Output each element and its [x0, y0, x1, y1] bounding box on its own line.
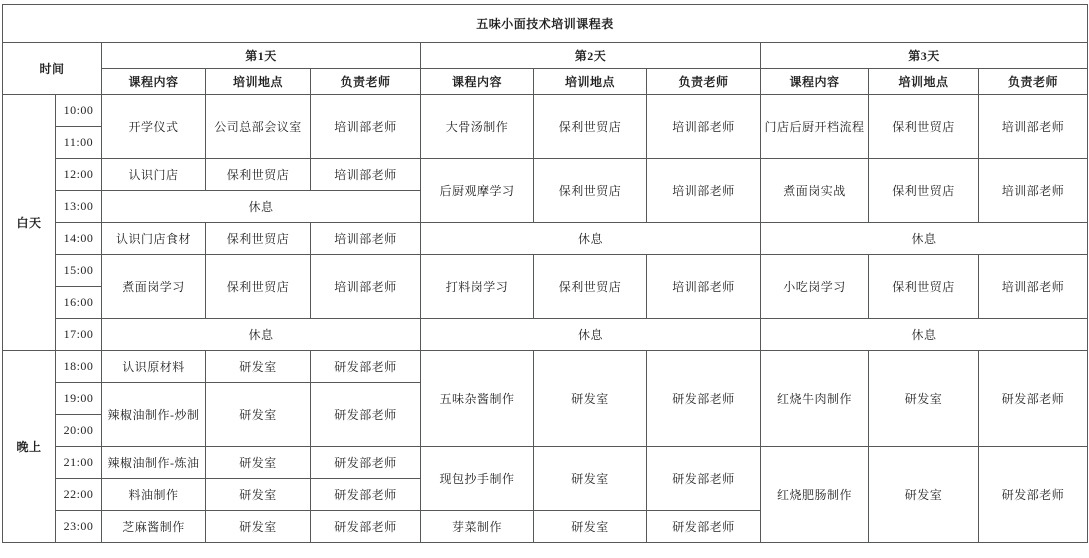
place-cell: 研发室 [206, 479, 311, 511]
time-cell: 18:00 [56, 351, 102, 383]
place-cell: 保利世贸店 [206, 159, 311, 191]
place-cell: 研发室 [534, 447, 647, 511]
section-label-night: 晚上 [3, 351, 56, 543]
teacher-cell: 培训部老师 [979, 95, 1088, 159]
course-cell: 红烧牛肉制作 [761, 351, 869, 447]
course-cell: 料油制作 [102, 479, 206, 511]
subcol-header-teacher: 负责老师 [647, 69, 761, 95]
place-cell: 保利世贸店 [534, 255, 647, 319]
place-cell: 研发室 [206, 447, 311, 479]
subcol-header-place: 培训地点 [534, 69, 647, 95]
section-label-day: 白天 [3, 95, 56, 351]
time-cell: 13:00 [56, 191, 102, 223]
place-cell: 保利世贸店 [206, 255, 311, 319]
subcol-header-place: 培训地点 [206, 69, 311, 95]
day-header-1: 第1天 [102, 43, 421, 69]
subcol-header-content: 课程内容 [761, 69, 869, 95]
rest-cell: 休息 [761, 223, 1088, 255]
teacher-cell: 培训部老师 [311, 255, 421, 319]
teacher-cell: 研发部老师 [311, 351, 421, 383]
course-cell: 芽菜制作 [421, 511, 534, 543]
table-title: 五味小面技术培训课程表 [3, 5, 1088, 43]
place-cell: 研发室 [534, 511, 647, 543]
teacher-cell: 研发部老师 [311, 511, 421, 543]
course-cell: 后厨观摩学习 [421, 159, 534, 223]
teacher-cell: 培训部老师 [647, 159, 761, 223]
course-cell: 辣椒油制作-炼油 [102, 447, 206, 479]
time-cell: 12:00 [56, 159, 102, 191]
place-cell: 公司总部会议室 [206, 95, 311, 159]
rest-cell: 休息 [761, 319, 1088, 351]
course-cell: 认识门店食材 [102, 223, 206, 255]
teacher-cell: 研发部老师 [979, 447, 1088, 543]
teacher-cell: 培训部老师 [311, 159, 421, 191]
teacher-cell: 培训部老师 [979, 159, 1088, 223]
course-cell: 红烧肥肠制作 [761, 447, 869, 543]
place-cell: 研发室 [206, 383, 311, 447]
place-cell: 研发室 [869, 447, 979, 543]
teacher-cell: 研发部老师 [311, 383, 421, 447]
time-cell: 15:00 [56, 255, 102, 287]
course-cell: 现包抄手制作 [421, 447, 534, 511]
rest-cell: 休息 [102, 191, 421, 223]
place-cell: 研发室 [206, 511, 311, 543]
course-cell: 芝麻酱制作 [102, 511, 206, 543]
teacher-cell: 培训部老师 [311, 223, 421, 255]
place-cell: 保利世贸店 [869, 159, 979, 223]
day-header-2: 第2天 [421, 43, 761, 69]
teacher-cell: 研发部老师 [311, 447, 421, 479]
course-cell: 小吃岗学习 [761, 255, 869, 319]
course-cell: 煮面岗实战 [761, 159, 869, 223]
rest-cell: 休息 [421, 223, 761, 255]
time-cell: 20:00 [56, 415, 102, 447]
time-cell: 16:00 [56, 287, 102, 319]
time-cell: 14:00 [56, 223, 102, 255]
rest-cell: 休息 [421, 319, 761, 351]
place-cell: 保利世贸店 [534, 95, 647, 159]
rest-cell: 休息 [102, 319, 421, 351]
course-cell: 煮面岗学习 [102, 255, 206, 319]
time-cell: 23:00 [56, 511, 102, 543]
place-cell: 保利世贸店 [869, 95, 979, 159]
course-cell: 辣椒油制作-炒制 [102, 383, 206, 447]
place-cell: 研发室 [869, 351, 979, 447]
place-cell: 保利世贸店 [869, 255, 979, 319]
subcol-header-teacher: 负责老师 [311, 69, 421, 95]
teacher-cell: 研发部老师 [647, 447, 761, 511]
place-cell: 研发室 [534, 351, 647, 447]
teacher-cell: 培训部老师 [647, 255, 761, 319]
course-cell: 打料岗学习 [421, 255, 534, 319]
time-cell: 10:00 [56, 95, 102, 127]
course-schedule-table [2, 4, 1088, 543]
course-cell: 认识原材料 [102, 351, 206, 383]
time-cell: 21:00 [56, 447, 102, 479]
subcol-header-place: 培训地点 [869, 69, 979, 95]
place-cell: 保利世贸店 [534, 159, 647, 223]
course-cell: 五味杂酱制作 [421, 351, 534, 447]
course-cell: 认识门店 [102, 159, 206, 191]
course-cell: 门店后厨开档流程 [761, 95, 869, 159]
teacher-cell: 培训部老师 [647, 95, 761, 159]
day-header-3: 第3天 [761, 43, 1088, 69]
subcol-header-teacher: 负责老师 [979, 69, 1088, 95]
teacher-cell: 研发部老师 [647, 351, 761, 447]
subcol-header-content: 课程内容 [102, 69, 206, 95]
place-cell: 保利世贸店 [206, 223, 311, 255]
place-cell: 研发室 [206, 351, 311, 383]
subcol-header-content: 课程内容 [421, 69, 534, 95]
time-cell: 19:00 [56, 383, 102, 415]
course-cell: 大骨汤制作 [421, 95, 534, 159]
teacher-cell: 培训部老师 [311, 95, 421, 159]
time-cell: 17:00 [56, 319, 102, 351]
time-column-header: 时间 [3, 43, 102, 95]
course-cell: 开学仪式 [102, 95, 206, 159]
teacher-cell: 研发部老师 [979, 351, 1088, 447]
time-cell: 11:00 [56, 127, 102, 159]
time-cell: 22:00 [56, 479, 102, 511]
teacher-cell: 研发部老师 [311, 479, 421, 511]
teacher-cell: 研发部老师 [647, 511, 761, 543]
teacher-cell: 培训部老师 [979, 255, 1088, 319]
